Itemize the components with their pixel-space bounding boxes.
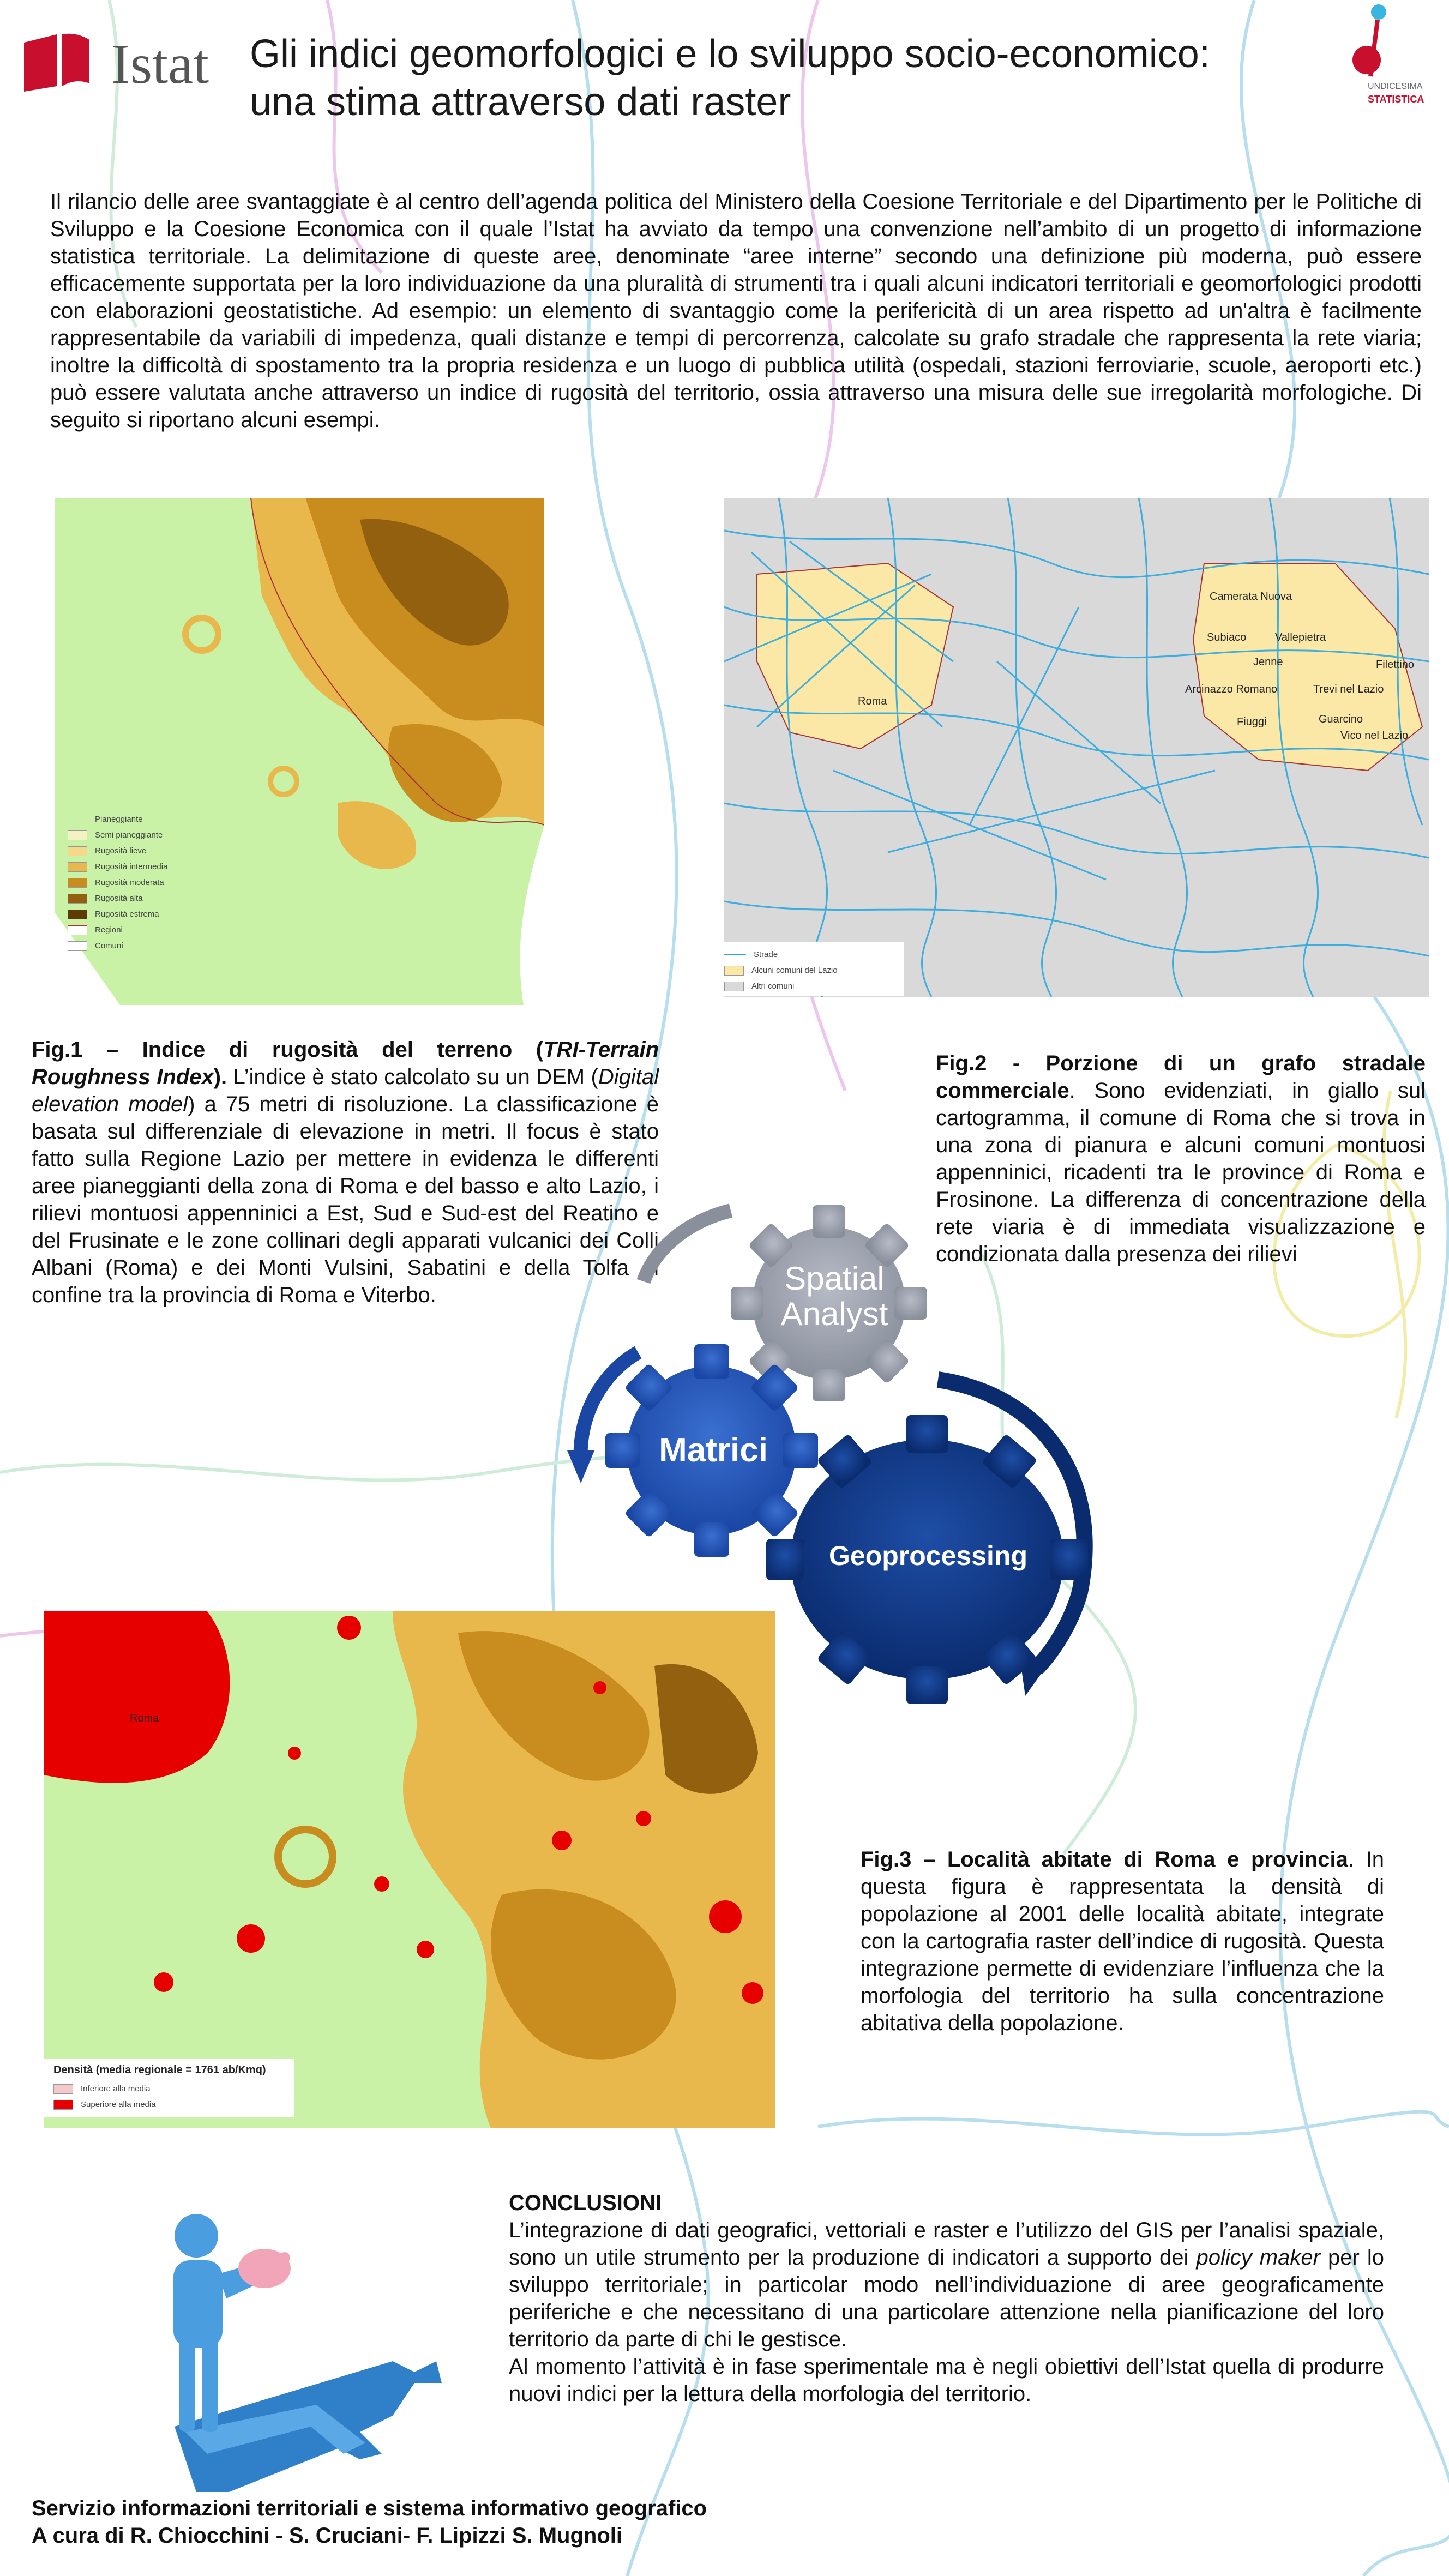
fig1-legend-row <box>68 938 199 954</box>
fig1-legend-swatch <box>68 878 87 888</box>
conclusions-paragraph-1: L’integrazione di dati geografici, vettoriali e raster e l’utilizzo del GIS per l’analisi spaziale, sono un utile strumento per la produzione di indicatori a supporto dei policy maker per lo sviluppo territoriale; in particolar modo nell’individuazione di aree geograficamente periferiche e che necessitano di una particolare attenzione nella pianificazione del loro territorio da parte di chi le gestisce. <box>509 2218 1384 2351</box>
conclusions-heading: CONCLUSIONI <box>509 2191 662 2215</box>
fig2-label-vico: Vico nel Lazio <box>1340 730 1409 742</box>
arrow-icon <box>644 1211 731 1281</box>
fig3-legend-title: Densità (media regionale = 1761 ab/Kmq) <box>53 2064 266 2076</box>
fig2-label-arcinazzo: Arcinazzo Romano <box>1185 683 1277 695</box>
fig3-label-roma: Roma <box>130 1712 159 1724</box>
fig1-legend-label: Rugosità alta <box>95 894 143 903</box>
fig1-legend-row <box>68 811 199 827</box>
footer <box>32 2495 850 2549</box>
fig1-legend-label: Semi pianeggiante <box>95 830 163 840</box>
gear-label-matrici: Matrici <box>659 1431 768 1469</box>
fig1-caption: Fig.1 – Indice di rugosità del terreno (TRI-Terrain Roughness Index). L’indice è stato calcolato su un DEM (Digital elevation model) a 75 metri di risoluzione. La classificazione è basata sul differenziale di elevazione in metri. Il focus è stato fatto sulla Regione Lazio per mettere in evidenza le differenti aree pianeggianti della zona di Roma e del basso e alto Lazio, i rilievi montuosi appenninici a Est, Sud e Sud-est del Reatino e del Frusinate e le zone collinari degli apparati vulcanici dei Colli Albani (Roma) e dei Monti Vulsini, Sabatini e della Tolfa al confine tra la provincia di Roma e Viterbo. <box>32 1038 659 1307</box>
fig2-legend-swatch <box>724 982 744 991</box>
fig1-legend-label: Rugosità moderata <box>95 878 164 887</box>
fig2-legend-row-other: Altri comuni <box>724 978 904 994</box>
fig2-caption: Fig.2 - Porzione di un grafo stradale commerciale. Sono evidenziati, in giallo sul cartogramma, il comune di Roma che si trova in una zona di pianura e alcuni comuni montuosi appenninici, ricadenti tra le province di Roma e Frosinone. La differenza di concentrazione della rete viaria è di immediata visualizzazione e condizionata dalla presenza dei rilievi <box>936 1051 1426 1266</box>
fig3-map <box>44 1611 775 2128</box>
fig1-legend-row <box>68 906 199 922</box>
fig2-legend-swatch <box>724 966 744 976</box>
fig1-legend-row <box>68 922 199 938</box>
fig3-legend-swatch <box>53 2084 73 2094</box>
fig2-label-subiaco: Subiaco <box>1207 631 1247 643</box>
istat-logo-mark-icon <box>24 32 100 92</box>
fig1-legend-swatch <box>68 830 87 840</box>
census-badge-line-1: UNDICESIMA <box>1368 82 1423 91</box>
fig1-legend-row <box>68 890 199 906</box>
conclusions <box>509 2189 1384 2408</box>
fig2-map <box>724 498 1429 997</box>
fig2-label-trevi: Trevi nel Lazio <box>1313 683 1384 695</box>
fig3-caption: Fig.3 – Località abitate di Roma e provincia. In questa figura è rappresentata la densità di popolazione al 2001 delle località abitate, integrate con la cartografia raster dell’indice di rugosità. Questa integrazione permette di evidenziare l’influenza che la morfologia del territorio ha sulla concentrazione abitativa della popolazione. <box>861 1847 1384 2035</box>
policy-maker-illustration <box>109 2198 458 2503</box>
fig3-density-raster <box>44 1611 775 2128</box>
fig1-legend-swatch <box>68 894 87 904</box>
footer-line-1: Servizio informazioni territoriali e sistema informativo geografico <box>32 2496 707 2520</box>
fig1-legend-label: Rugosità estrema <box>95 910 159 919</box>
census-badge-line-2: STATISTICA <box>1368 94 1424 105</box>
istat-logo <box>24 32 220 97</box>
fig1-legend-row <box>68 827 199 843</box>
fig3-legend <box>44 2059 294 2117</box>
census-badge <box>1319 0 1439 115</box>
fig2-legend-line-icon <box>724 954 746 955</box>
fig2-label-camerata-nuova: Camerata Nuova <box>1210 591 1292 603</box>
contour-line <box>818 2112 1449 2135</box>
page-title <box>250 30 1313 126</box>
conclusions-paragraph-2: Al momento l’attività è in fase sperimentale ma è negli obiettivi dell’Istat quella di produrre nuovi indici per la lettura della morfologia del territorio. <box>509 2355 1384 2406</box>
fig1-legend-label: Regioni <box>95 925 123 935</box>
fig2-legend <box>724 942 904 996</box>
fig1-legend-label: Rugosità lieve <box>95 846 147 856</box>
fig2-legend-row-roads: Strade <box>724 947 904 962</box>
fig1-legend-label: Comuni <box>95 941 123 950</box>
gear-label-geoprocessing: Geoprocessing <box>829 1540 1027 1571</box>
fig1-legend-label: Pianeggiante <box>95 815 143 824</box>
intro-paragraph: Il rilancio delle aree svantaggiate è al centro dell’agenda politica del Ministero della Coesione Territoriale e del Dipartimento per le Politiche di Sviluppo e la Coesione Economica con il quale l’Istat ha avviato da tempo una convenzione nell’ambito di un progetto di informazione statistica territoriale. La delimitazione di queste aree, denominate “aree interne” secondo una definizione più moderna, può essere efficacemente supportata per la loro individuazione da una pluralità di strumenti tra i quali alcuni indicatori territoriali e geomorfologici prodotti con elaborazioni geostatistiche. Ad esempio: un elemento di svantaggio come la perifericità di un area rispetto ad un'altra è facilmente rappresentabile da variabili di impedenza, quali distanze e tempi di percorrenza, calcolate su grafo stradale che rappresenta la rete viaria; inoltre la difficoltà di spostamento tra la propria residenza e un luogo di pubblica utilità (ospedali, stazioni ferroviarie, scuole, aeroporti etc.) può essere valutata anche attraverso un indice di rugosità del territorio, ossia attraverso una misura delle sue irregolarità morfologiche. Di seguito si riportano alcuni esempi. <box>50 190 1422 432</box>
fig1-legend-swatch <box>68 910 87 919</box>
fig2-label-vallepietra: Vallepietra <box>1275 631 1326 643</box>
fig1-legend-row <box>68 875 199 890</box>
fig1-legend-swatch <box>68 925 87 935</box>
title-line-1: Gli indici geomorfologici e lo sviluppo socio-economico: <box>250 32 1210 76</box>
fig1-legend-swatch <box>68 862 87 872</box>
fig1-legend-row <box>68 859 199 875</box>
title-line-2: una stima attraverso dati raster <box>250 80 791 124</box>
fig1-legend-swatch <box>68 846 87 856</box>
fig2-label-filettino: Filettino <box>1376 659 1415 671</box>
fig3-legend-row-above: Superiore alla media <box>53 2097 285 2112</box>
fig3-legend-swatch <box>53 2100 73 2110</box>
fig2-label-jenne: Jenne <box>1253 656 1283 668</box>
fig1-map <box>55 498 544 1005</box>
fig3-legend-row-below: Inferiore alla media <box>53 2081 285 2097</box>
fig1-legend <box>68 811 199 954</box>
census-badge-icon <box>1319 0 1439 82</box>
fig2-legend-row-selected: Alcuni comuni del Lazio <box>724 962 904 978</box>
fig2-road-network <box>724 498 1429 997</box>
fig1-legend-swatch <box>68 815 87 824</box>
person-figure-icon <box>173 2214 267 2432</box>
fig2-label-roma: Roma <box>858 695 887 707</box>
gear-label-spatial-1: Spatial <box>784 1260 885 1297</box>
fig2-label-fiuggi: Fiuggi <box>1237 716 1267 728</box>
fig2-label-guarcino: Guarcino <box>1319 713 1363 725</box>
fig1-legend-label: Rugosità intermedia <box>95 862 168 871</box>
istat-logo-text: Istat <box>111 33 209 95</box>
gear-label-spatial-2: Analyst <box>780 1296 888 1332</box>
fig1-legend-row <box>68 843 199 859</box>
arrowhead-icon <box>567 1450 594 1483</box>
fig1-legend-swatch <box>68 941 87 951</box>
footer-line-2: A cura di R. Chiocchini - S. Cruciani- F. Lipizzi S. Mugnoli <box>32 2524 623 2548</box>
